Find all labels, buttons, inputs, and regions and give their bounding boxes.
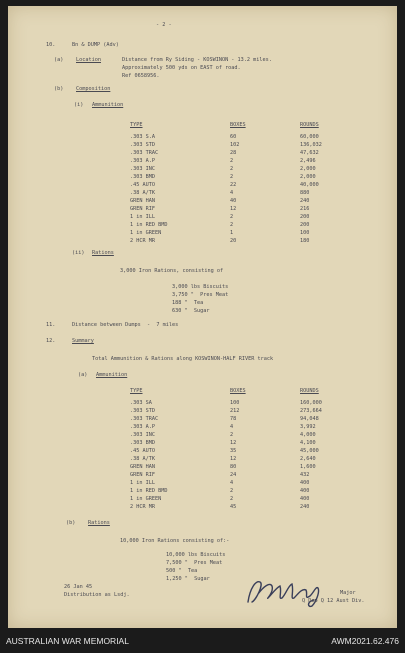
summary-rations-heading: Rations — [88, 520, 110, 526]
location-line-2: Approximately 500 yds on EAST of road. — [122, 65, 241, 71]
archive-footer — [0, 628, 405, 653]
location-line-3: Ref 0658956. — [122, 73, 160, 79]
table-cell: 35 — [230, 448, 237, 454]
table-cell: 2,000 — [300, 166, 316, 172]
table-cell: 60 — [230, 134, 237, 140]
table-cell: 40,000 — [300, 182, 319, 188]
table-cell: .303 A.P — [130, 424, 155, 430]
table-cell: GREN RIF — [130, 472, 155, 478]
table-cell: 1 in GREEN — [130, 230, 162, 236]
table-cell: 2 — [230, 166, 234, 172]
table-cell: 400 — [300, 496, 310, 502]
table-cell: .303 STD — [130, 142, 155, 148]
table-cell: 4 — [230, 190, 234, 196]
handwritten-signature — [242, 572, 332, 612]
footer-accession: AWM2021.62.476 — [331, 636, 399, 646]
ration-item: 1,250 " Sugar — [166, 576, 210, 582]
summary-ammunition-heading: Ammunition — [96, 372, 128, 378]
ration-item: 10,000 lbs Biscuits — [166, 552, 226, 558]
table-cell: 4 — [230, 480, 234, 486]
table-cell: 2,000 — [300, 174, 316, 180]
table-cell: .303 A.P — [130, 158, 155, 164]
page-number: - 2 - — [156, 22, 172, 28]
section-10-title: Bn & DUMP (Adv) — [72, 42, 119, 48]
table-header: BOXES — [230, 122, 246, 128]
table-cell: 47,632 — [300, 150, 319, 156]
table-cell: 2 — [230, 488, 234, 494]
table-cell: 2 HCR MR — [130, 238, 155, 244]
table-cell: 22 — [230, 182, 237, 188]
summary-ammunition-label: (a) — [78, 372, 88, 378]
table-cell: 1 — [230, 230, 234, 236]
table-cell: GREN HAN — [130, 464, 155, 470]
table-cell: 12 — [230, 206, 237, 212]
table-header: BOXES — [230, 388, 246, 394]
composition-label: (b) — [54, 86, 64, 92]
table-cell: 94,048 — [300, 416, 319, 422]
table-cell: 100 — [230, 400, 240, 406]
table-cell: 200 — [300, 214, 310, 220]
table-cell: 78 — [230, 416, 237, 422]
table-cell: 4 — [230, 424, 234, 430]
document-page — [8, 6, 397, 628]
section-10-number: 10. — [46, 42, 56, 48]
table-cell: 12 — [230, 456, 237, 462]
table-cell: 2 — [230, 222, 234, 228]
table-cell: 1 in RED BMD — [130, 222, 168, 228]
table-cell: 102 — [230, 142, 240, 148]
table-cell: 2 — [230, 158, 234, 164]
table-cell: .303 BMD — [130, 440, 155, 446]
table-cell: 2 — [230, 496, 234, 502]
table-cell: 45,000 — [300, 448, 319, 454]
table-cell: 216 — [300, 206, 310, 212]
table-cell: 100 — [300, 230, 310, 236]
table-cell: 400 — [300, 480, 310, 486]
table-cell: .303 S.A — [130, 134, 155, 140]
table-cell: 12 — [230, 440, 237, 446]
table-cell: 24 — [230, 472, 237, 478]
table-cell: .38 A/TK — [130, 190, 155, 196]
table-cell: 20 — [230, 238, 237, 244]
table-cell: 2 — [230, 432, 234, 438]
summary-rations-label: (b) — [66, 520, 76, 526]
table-cell: 1 in ILL — [130, 214, 155, 220]
table-cell: 45 — [230, 504, 237, 510]
signature-unit: Q Dep Q 12 Aust Div. — [302, 598, 365, 604]
table-cell: 2 — [230, 214, 234, 220]
location-label: (a) — [54, 57, 64, 63]
table-cell: .303 TRAC — [130, 150, 159, 156]
table-cell: 2 HCR MR — [130, 504, 155, 510]
table-cell: 3,992 — [300, 424, 316, 430]
summary-total-line: Total Ammunition & Rations along KOSWINON-HALF RIVER track — [92, 356, 274, 362]
table-cell: GREN RIF — [130, 206, 155, 212]
table-cell: 432 — [300, 472, 310, 478]
rations-heading: Rations — [92, 250, 114, 256]
table-header: ROUNDS — [300, 388, 319, 394]
location-heading: Location — [76, 57, 101, 63]
ration-item: 630 " Sugar — [172, 308, 210, 314]
section-12-number: 12. — [46, 338, 56, 344]
table-cell: 180 — [300, 238, 310, 244]
table-cell: 136,032 — [300, 142, 322, 148]
ration-item: 188 " Tea — [172, 300, 204, 306]
section-11-number: 11. — [46, 322, 56, 328]
ration-item: 3,000 lbs Biscuits — [172, 284, 229, 290]
table-cell: 212 — [230, 408, 240, 414]
table-header: ROUNDS — [300, 122, 319, 128]
table-cell: 880 — [300, 190, 310, 196]
location-line-1: Distance from Ry Siding - KOSWINON - 13.2 miles. — [122, 57, 272, 63]
table-cell: .45 AUTO — [130, 448, 155, 454]
table-cell: 1,600 — [300, 464, 316, 470]
table-cell: 60,000 — [300, 134, 319, 140]
ration-item: 7,500 " Pres Meat — [166, 560, 223, 566]
table-cell: 4,000 — [300, 432, 316, 438]
composition-heading: Composition — [76, 86, 111, 92]
footer-institution: AUSTRALIAN WAR MEMORIAL — [6, 636, 129, 646]
table-cell: .303 BMD — [130, 174, 155, 180]
table-cell: .303 STD — [130, 408, 155, 414]
table-cell: .303 INC — [130, 166, 155, 172]
distribution-line: Distribution as Lsdj. — [64, 592, 130, 598]
rations-label: (ii) — [72, 250, 85, 256]
table-cell: .303 INC — [130, 432, 155, 438]
ammunition-heading: Ammunition — [92, 102, 124, 108]
table-header: TYPE — [130, 388, 143, 394]
table-cell: 200 — [300, 222, 310, 228]
ration-item: 500 " Tea — [166, 568, 198, 574]
table-cell: 40 — [230, 198, 237, 204]
ration-item: 3,750 " Pres Meat — [172, 292, 229, 298]
table-cell: .303 SA — [130, 400, 152, 406]
table-cell: 2,640 — [300, 456, 316, 462]
table-cell: 160,000 — [300, 400, 322, 406]
table-cell: 1 in RED BMD — [130, 488, 168, 494]
table-cell: 240 — [300, 504, 310, 510]
table-cell: 80 — [230, 464, 237, 470]
table-cell: 400 — [300, 488, 310, 494]
table-cell: 273,664 — [300, 408, 322, 414]
table-cell: 2,496 — [300, 158, 316, 164]
ammunition-label: (i) — [74, 102, 84, 108]
table-cell: 4,100 — [300, 440, 316, 446]
table-cell: 1 in GREEN — [130, 496, 162, 502]
table-cell: .45 AUTO — [130, 182, 155, 188]
table-header: TYPE — [130, 122, 143, 128]
summary-rations-intro: 10,000 Iron Rations consisting of:- — [120, 538, 230, 544]
table-cell: .303 TRAC — [130, 416, 159, 422]
rations-intro: 3,000 Iron Rations, consisting of — [120, 268, 224, 274]
document-date: 26 Jan 45 — [64, 584, 93, 590]
table-cell: 2 — [230, 174, 234, 180]
table-cell: 1 in ILL — [130, 480, 155, 486]
table-cell: 28 — [230, 150, 237, 156]
summary-heading: Summary — [72, 338, 94, 344]
signature-rank: Major — [340, 590, 356, 596]
table-cell: 240 — [300, 198, 310, 204]
section-11-text: Distance between Dumps - 7 miles — [72, 322, 179, 328]
table-cell: GREN HAN — [130, 198, 155, 204]
table-cell: .38 A/TK — [130, 456, 155, 462]
